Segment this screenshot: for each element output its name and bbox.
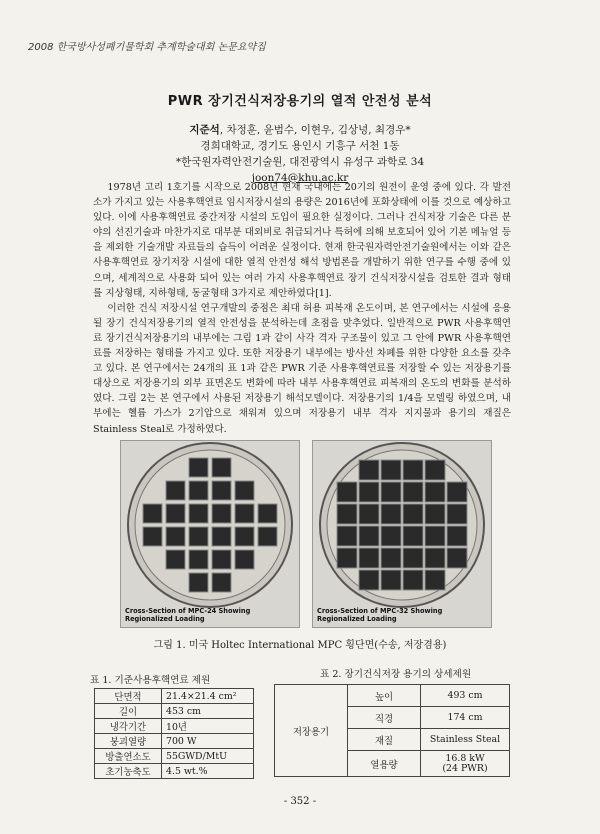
fuel-cell: [359, 548, 379, 568]
mpc24-caption: Cross-Section of MPC-24 Showing Regionalized Loading: [125, 607, 251, 623]
table2-caption: 표 2. 장기건식저장 용기의 상세제원: [320, 669, 472, 680]
fuel-cell: [381, 504, 401, 524]
mpc32-cross-section: [313, 441, 491, 627]
table2: [274, 684, 510, 777]
fuel-cell: [381, 548, 401, 568]
fuel-cell: [212, 481, 231, 500]
fuel-cell: [425, 482, 445, 502]
table-row: 단면적 21.4×21.4 cm²: [95, 689, 254, 704]
proceedings-header: 2008 한국방사성폐기물학회 추계학술대회 논문요약집: [28, 42, 266, 53]
fuel-cell: [189, 527, 208, 546]
fuel-cell: [212, 504, 231, 523]
fuel-cell: [447, 504, 467, 524]
table-row: 직경 174 cm: [275, 707, 510, 729]
table-row: 길이 453 cm: [95, 704, 254, 719]
table-row: 초기농축도 4.5 wt.%: [95, 764, 254, 779]
paragraph: 이러한 건식 저장시설 연구개발의 중점은 최대 허용 피복재 온도이며, 본 연구에서는 시설에 응용될 장기 건식저장용기의 열적 안전성을 분석하는데 초점을 맞추었다. 일반적으로 PWR 사용후핵연료 장기건식저장용기의 내부에는 그림 1과 같이 사각 격자 구조물이 있고 그 안에 PWR 사용후핵연료를 저장하는 형태를 가지고 있다. 또한 저장용기 내부에는 방사선 차폐를 위한 다양한 요소를 갖추고 있다. 본 연구에서는 24개의 표 1과 같은 PWR 기준 사용후핵연료를 저장할 수 있는 저장용기를 대상으로 저장용기의 외부 표면온도 변화에 따라 내부 사용후핵연료 피복재의 온도의 변화를 분석하였다. 그림 2는 본 연구에서 사용된 저장용기 해석모델이다. 저장용기의 1/4을 모델링 하였으며, 내부에는 헬륨 가스가 2기압으로 채워져 있으며 저장용기 내부 격자 지지물과 용기의 재질은 Stainless Steal로 가정하였다.: [93, 302, 511, 435]
fuel-cell: [258, 527, 277, 546]
fuel-cell: [381, 482, 401, 502]
fuel-cell: [166, 504, 185, 523]
fuel-cell: [403, 570, 423, 590]
fuel-cell: [403, 482, 423, 502]
figure-1: [120, 440, 490, 626]
mpc24-cross-section: [121, 441, 299, 627]
fuel-cell: [447, 482, 467, 502]
first-author: 지준석: [189, 124, 220, 136]
fuel-cell: [447, 548, 467, 568]
fuel-cell: [425, 570, 445, 590]
fuel-cell: [166, 550, 185, 569]
fuel-cell: [381, 460, 401, 480]
fuel-cell: [447, 526, 467, 546]
fuel-cell: [189, 458, 208, 477]
email: joon74@khu.ac.kr: [251, 172, 349, 184]
author-list: [0, 122, 600, 138]
fuel-cell: [235, 481, 254, 500]
table1-caption: 표 1. 기준사용후핵연료 제원: [90, 675, 211, 686]
fuel-cell: [381, 570, 401, 590]
mpc32-figure: [312, 440, 492, 628]
fuel-cell: [359, 482, 379, 502]
table-row: 저장용기 높이 493 cm: [275, 685, 510, 707]
fuel-cell: [359, 570, 379, 590]
fuel-cell: [359, 460, 379, 480]
fuel-cell: [143, 527, 162, 546]
paper-title: PWR 장기건식저장용기의 열적 안전성 분석: [167, 94, 433, 109]
fuel-cell: [359, 526, 379, 546]
table-row: 방출연소도 55GWD/MtU: [95, 749, 254, 764]
fuel-cell: [359, 504, 379, 524]
fuel-cell: [337, 548, 357, 568]
fuel-cell: [403, 526, 423, 546]
fuel-cell: [166, 527, 185, 546]
fuel-cell: [235, 550, 254, 569]
mpc24-figure: [120, 440, 300, 628]
table-row: 재질 Stainless Steal: [275, 729, 510, 751]
fuel-cell: [403, 460, 423, 480]
fuel-cell: [212, 550, 231, 569]
fuel-cell: [143, 504, 162, 523]
fuel-cell: [425, 460, 445, 480]
fuel-cell: [381, 526, 401, 546]
fuel-cell: [425, 504, 445, 524]
fuel-cell: [166, 481, 185, 500]
fuel-cell: [212, 573, 231, 592]
fuel-cell: [212, 527, 231, 546]
paragraph: 1978년 고리 1호기를 시작으로 2008년 현재 국내에는 20기의 원전이 운영 중에 있다. 각 발전소가 가지고 있는 사용후핵연료 임시저장시설의 용량은 2016년에 포화상태에 이를 것으로 예상하고 있다. 이에 사용후핵연료 중간저장 시설의 도입이 필요한 실정이다. 그러나 건식저장 기술은 다른 분야의 선진기술과 마찬가지로 대부분 대외비로 취급되거나 특허에 의해 보호되어 있어 기본 메뉴얼 등을 제외한 기술개발 자료들의 습득이 어려운 실정이다. 현재 한국원자력안전기술원에서는 이와 같은 사용후핵연료 장기저장 시설에 대한 열적 안전성 해석 방법론을 개발하기 위한 연구를 수행 중에 있으며, 세계적으로 사용화 되어 있는 여러 가지 사용후핵연료 장기 건식저장시설을 검토한 결과 형태를 지상형태, 지하형태, 동굴형태 3가지로 제안하였다[1].: [93, 182, 511, 299]
table1: [94, 688, 254, 779]
fuel-cell: [212, 458, 231, 477]
affiliation-2: *한국원자력안전기술원, 대전광역시 유성구 과학로 34: [175, 156, 425, 168]
fuel-cell: [425, 548, 445, 568]
fuel-cell: [337, 504, 357, 524]
fuel-cell: [235, 527, 254, 546]
body-text: [93, 180, 511, 437]
fuel-cell: [258, 504, 277, 523]
figure-caption: 그림 1. 미국 Holtec International MPC 횡단면(수송, 저장겸용): [153, 640, 447, 651]
fuel-cell: [425, 526, 445, 546]
fuel-cell: [189, 504, 208, 523]
mpc32-caption: Cross-Section of MPC-32 Showing Regionalized Loading: [317, 607, 443, 623]
co-authors: , 차정훈, 윤범수, 이현우, 김상녕, 최경우*: [219, 124, 411, 136]
fuel-cell: [403, 504, 423, 524]
table-row: 붕괴열량 700 W: [95, 734, 254, 749]
table2-group: 저장용기: [275, 685, 348, 777]
affiliation-1: 경희대학교, 경기도 용인시 기흥구 서천 1동: [200, 140, 400, 152]
fuel-cell: [403, 548, 423, 568]
page-number: - 352 -: [283, 796, 317, 807]
fuel-cell: [337, 482, 357, 502]
fuel-cell: [189, 573, 208, 592]
table-row: 냉각기간 10년: [95, 719, 254, 734]
fuel-cell: [337, 526, 357, 546]
fuel-cell: [189, 481, 208, 500]
table-row: 열용량 16.8 kW (24 PWR): [275, 751, 510, 777]
fuel-cell: [189, 550, 208, 569]
author-block: [0, 122, 600, 186]
fuel-cell: [235, 504, 254, 523]
